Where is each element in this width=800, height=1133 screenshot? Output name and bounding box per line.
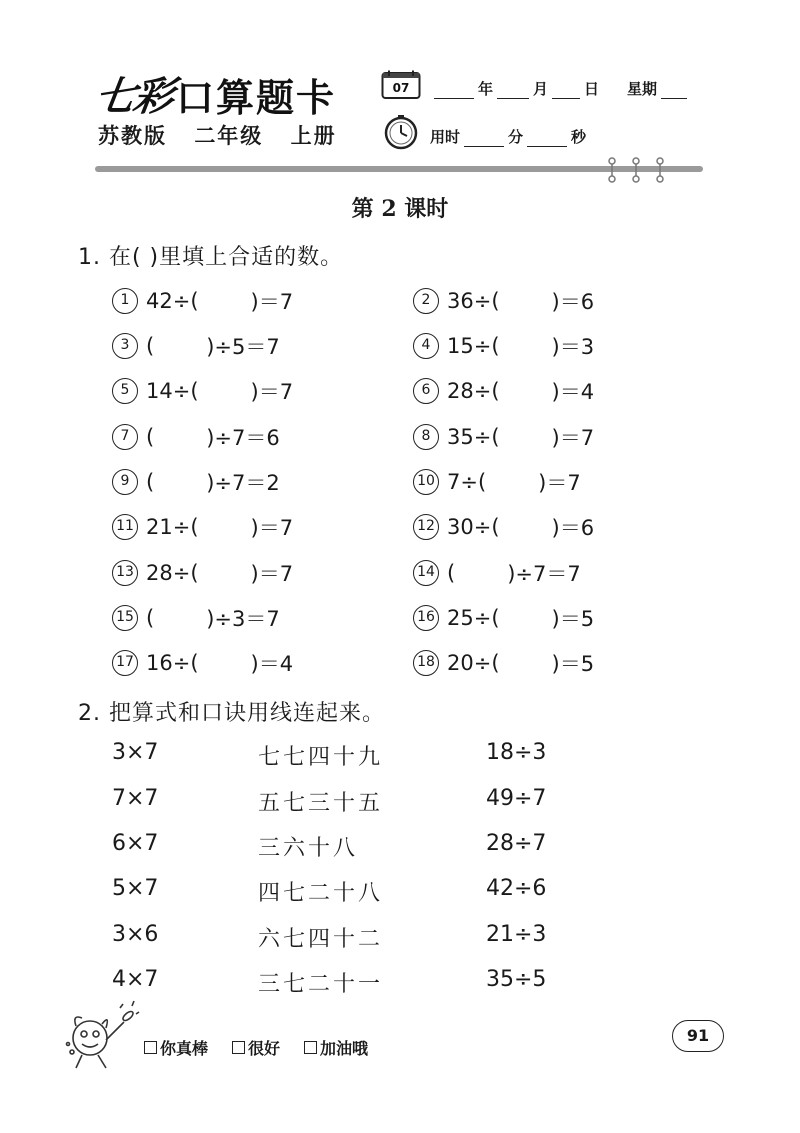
match-expression[interactable]: 3×6	[112, 922, 159, 947]
problem-expression: )＝7	[538, 471, 581, 495]
match-expression[interactable]: 7×7	[112, 786, 159, 811]
publisher-label: 苏教版	[98, 124, 167, 148]
second-blank[interactable]	[527, 131, 567, 147]
problem-expression: )＝6	[551, 290, 595, 314]
problem-expression: 16÷(	[146, 651, 199, 675]
problem-expression: )÷7＝2	[206, 471, 280, 495]
problem-18[interactable]	[413, 648, 594, 678]
problem-8[interactable]	[413, 422, 594, 452]
problem-10[interactable]	[413, 467, 581, 497]
problem-expression: 25÷(	[447, 606, 500, 630]
checkbox-icon[interactable]	[304, 1041, 317, 1054]
match-rhyme[interactable]: 三七二十一	[258, 972, 384, 997]
problem-6[interactable]	[413, 376, 594, 406]
problem-expression: )＝5	[551, 652, 595, 676]
problem-expression: (	[146, 606, 155, 630]
month-label: 月	[533, 80, 549, 98]
month-blank[interactable]	[497, 83, 529, 99]
problem-expression: (	[146, 425, 155, 449]
problem-expression: )＝7	[250, 380, 294, 404]
page-number: 91	[672, 1020, 724, 1052]
problem-expression: )÷3＝7	[206, 607, 280, 631]
problem-9[interactable]	[112, 467, 280, 497]
problem-16[interactable]	[413, 603, 594, 633]
problem-expression: )÷5＝7	[206, 335, 280, 359]
question-2-heading: 2. 把算式和口诀用线连起来。	[78, 701, 385, 726]
day-label: 日	[584, 80, 600, 98]
calendar-icon	[381, 70, 421, 100]
problem-expression: (	[447, 561, 456, 585]
problem-17[interactable]	[112, 648, 293, 678]
problem-expression: 7÷(	[447, 470, 487, 494]
clock-icon	[383, 114, 419, 150]
problem-2[interactable]	[413, 286, 594, 316]
match-division[interactable]: 21÷3	[486, 922, 547, 947]
problem-number: 8	[413, 424, 439, 450]
problem-12[interactable]	[413, 512, 594, 542]
problem-expression: 30÷(	[447, 515, 500, 539]
problem-number: 11	[112, 514, 138, 540]
problem-3[interactable]	[112, 331, 280, 361]
problem-7[interactable]	[112, 422, 280, 452]
problem-expression: 35÷(	[447, 425, 500, 449]
grade-label: 二年级	[194, 124, 264, 148]
minute-blank[interactable]	[464, 131, 504, 147]
time-used-label: 用时	[430, 128, 461, 146]
problem-expression: 20÷(	[447, 651, 500, 675]
problem-expression: )＝6	[551, 516, 595, 540]
date-fill-line	[430, 78, 691, 99]
rating-keep-going[interactable]	[304, 1036, 368, 1059]
mascot-character-icon	[62, 1000, 140, 1072]
problem-expression: (	[146, 470, 155, 494]
problem-expression: )＝4	[551, 380, 595, 404]
problem-expression: 21÷(	[146, 515, 199, 539]
calendar-number: 07	[392, 81, 410, 95]
rating-great[interactable]	[144, 1036, 208, 1059]
rating-label: 很好	[248, 1039, 281, 1058]
problem-expression: 15÷(	[447, 334, 500, 358]
divider-knobs-icon	[600, 155, 680, 185]
problem-number: 9	[112, 469, 138, 495]
problem-number: 12	[413, 514, 439, 540]
time-fill-line	[430, 126, 586, 147]
problem-number: 13	[112, 560, 138, 586]
match-division[interactable]: 28÷7	[486, 831, 547, 856]
brand-logo	[92, 66, 337, 122]
rating-label: 加油哦	[320, 1039, 369, 1058]
match-rhyme[interactable]: 六七四十二	[258, 927, 384, 952]
problem-expression: )＝7	[250, 290, 294, 314]
problem-number: 6	[413, 378, 439, 404]
problem-expression: 36÷(	[447, 289, 500, 313]
problem-expression: )＝7	[551, 426, 595, 450]
problem-number: 17	[112, 650, 138, 676]
year-blank[interactable]	[434, 83, 474, 99]
problem-number: 16	[413, 605, 439, 631]
problem-expression: 28÷(	[447, 379, 500, 403]
problem-expression: )＝7	[250, 516, 294, 540]
problem-expression: )÷7＝6	[206, 426, 280, 450]
problem-expression: 28÷(	[146, 561, 199, 585]
match-expression[interactable]: 4×7	[112, 967, 159, 992]
problem-11[interactable]	[112, 512, 293, 542]
match-division[interactable]: 18÷3	[486, 740, 547, 765]
rating-label: 你真棒	[160, 1039, 209, 1058]
problem-1[interactable]	[112, 286, 293, 316]
problem-13[interactable]	[112, 558, 293, 588]
rating-good[interactable]	[232, 1036, 280, 1059]
problem-number: 4	[413, 333, 439, 359]
question-1-heading: 1. 在( )里填上合适的数。	[78, 245, 344, 270]
problem-number: 10	[413, 469, 439, 495]
minute-label: 分	[508, 128, 524, 146]
day-blank[interactable]	[552, 83, 580, 99]
problem-number: 18	[413, 650, 439, 676]
brand-title: 口算题卡	[176, 76, 337, 120]
match-expression[interactable]: 5×7	[112, 876, 159, 901]
problem-expression: )÷7＝7	[507, 562, 581, 586]
match-expression[interactable]: 6×7	[112, 831, 159, 856]
match-rhyme[interactable]: 七七四十九	[258, 745, 384, 770]
edition-info	[98, 120, 355, 150]
problem-15[interactable]	[112, 603, 280, 633]
problem-expression: 42÷(	[146, 289, 199, 313]
match-expression[interactable]: 3×7	[112, 740, 159, 765]
problem-expression: (	[146, 334, 155, 358]
problem-number: 7	[112, 424, 138, 450]
problem-expression: )＝7	[250, 562, 294, 586]
weekday-label: 星期	[627, 80, 658, 98]
problem-number: 5	[112, 378, 138, 404]
year-label: 年	[478, 80, 494, 98]
match-division[interactable]: 35÷5	[486, 967, 547, 992]
problem-5[interactable]	[112, 376, 293, 406]
problem-number: 3	[112, 333, 138, 359]
match-rhyme[interactable]: 三六十八	[258, 836, 359, 861]
checkbox-icon[interactable]	[232, 1041, 245, 1054]
brand-logo-art: 七彩	[92, 73, 175, 120]
lesson-title: 第 2 课时	[351, 196, 449, 222]
problem-expression: 14÷(	[146, 379, 199, 403]
checkbox-icon[interactable]	[144, 1041, 157, 1054]
problem-14[interactable]	[413, 558, 581, 588]
match-division[interactable]: 42÷6	[486, 876, 547, 901]
match-rhyme[interactable]: 五七三十五	[258, 791, 384, 816]
problem-4[interactable]	[413, 331, 594, 361]
second-label: 秒	[571, 128, 587, 146]
match-rhyme[interactable]: 四七二十八	[258, 881, 384, 906]
problem-number: 2	[413, 288, 439, 314]
weekday-blank[interactable]	[661, 83, 687, 99]
problem-number: 1	[112, 288, 138, 314]
problem-expression: )＝3	[551, 335, 595, 359]
problem-number: 14	[413, 560, 439, 586]
volume-label: 上册	[290, 124, 337, 148]
problem-number: 15	[112, 605, 138, 631]
problem-expression: )＝5	[551, 607, 595, 631]
problem-expression: )＝4	[250, 652, 294, 676]
match-division[interactable]: 49÷7	[486, 786, 547, 811]
